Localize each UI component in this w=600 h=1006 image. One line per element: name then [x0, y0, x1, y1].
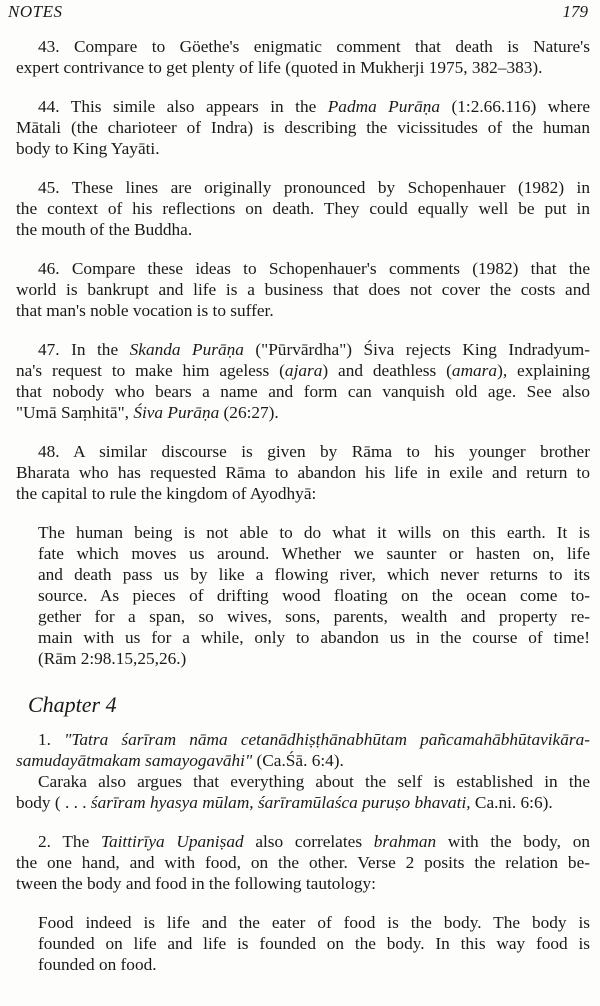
text: (1:2.66.116) where	[440, 97, 590, 116]
text-line	[16, 792, 590, 813]
text: ) and deathless (	[322, 361, 452, 380]
text-line	[16, 279, 590, 300]
text: the mouth of the Buddha.	[16, 220, 193, 239]
text-line	[16, 402, 590, 423]
note-paragraph	[16, 96, 590, 159]
italic-text: Śiva Purāṇa	[133, 403, 220, 422]
note-paragraph	[16, 729, 590, 771]
note-paragraph	[16, 258, 590, 321]
text: the one hand, and with food, on the other. Verse 2 posits the relation be-	[16, 853, 590, 872]
text-line	[16, 852, 590, 873]
note-paragraph	[16, 177, 590, 240]
text: source. As pieces of drifting wood floating on the ocean come to-	[38, 586, 590, 605]
text: body ( . . .	[16, 793, 91, 812]
italic-text: samudayātmakam samayogavāhi"	[16, 751, 253, 770]
text: founded on life and life is founded on the body. In this way food is	[38, 934, 590, 953]
text: 45. These lines are originally pronounced by Schopenhauer (1982) in	[38, 178, 590, 197]
running-header: NOTES	[8, 2, 63, 21]
text: (Rām 2:98.15,25,26.)	[38, 649, 187, 668]
text-line	[38, 954, 590, 975]
text-line	[16, 117, 590, 138]
text-line	[38, 933, 590, 954]
notes-section-chapter-3	[16, 36, 590, 669]
text: also correlates	[243, 832, 374, 851]
text: and death pass us by like a flowing river, which never returns to its	[38, 565, 590, 584]
text: the capital to rule the kingdom of Ayodhyā:	[16, 484, 317, 503]
text-line	[16, 300, 590, 321]
note-paragraph	[16, 339, 590, 423]
note-paragraph	[16, 771, 590, 813]
text-line	[16, 771, 590, 792]
text-line	[38, 606, 590, 627]
text-line	[16, 873, 590, 894]
page-number: 179	[562, 2, 588, 21]
text-line	[16, 198, 590, 219]
text: ("Pūrvārdha") Śiva rejects King Indradyum-	[243, 340, 591, 359]
notes-body	[16, 36, 590, 975]
chapter-heading: Chapter 4	[28, 692, 117, 717]
italic-text: "Tatra śarīram nāma cetanādhiṣṭhānabhūtam pañcamahābhūtavikāra-	[64, 730, 590, 749]
text: with the body, on	[436, 832, 590, 851]
text: the context of his reflections on death. They could equally well be put in	[16, 199, 590, 218]
text-line	[38, 543, 590, 564]
italic-text: Skanda Purāṇa	[129, 340, 244, 359]
text: gether for a span, so wives, sons, parents, wealth and property re-	[38, 607, 590, 626]
text-line	[16, 36, 590, 57]
italic-text: amara	[451, 361, 498, 380]
text-line	[16, 138, 590, 159]
text-line	[38, 522, 590, 543]
text: body to King Yayāti.	[16, 139, 160, 158]
text-line	[16, 483, 590, 504]
text-line	[16, 258, 590, 279]
text: Bharata who has requested Rāma to abandon his life in exile and return to	[16, 463, 590, 482]
text: that nobody who bears a name and form can vanquish old age. See also	[16, 382, 590, 401]
text-line	[38, 912, 590, 933]
text: The human being is not able to do what it wills on this earth. It is	[38, 523, 590, 542]
note-paragraph	[16, 441, 590, 504]
italic-text: śarīram hyasya mūlam, śarīramūlaśca puruṣo bhavati,	[90, 793, 471, 812]
text: Caraka also argues that everything about the self is established in the	[38, 772, 590, 791]
note-paragraph	[16, 831, 590, 894]
text-line	[38, 648, 590, 669]
text: 2. The	[38, 832, 101, 851]
italic-text: brahman	[373, 832, 437, 851]
text: 46. Compare these ideas to Schopenhauer's comments (1982) that the	[38, 259, 590, 278]
text: "Umā Saṃhitā",	[16, 403, 134, 422]
text: 44. This simile also appears in the	[38, 97, 328, 116]
text: 48. A similar discourse is given by Rāma to his younger brother	[38, 442, 590, 461]
text-line	[16, 750, 590, 771]
text-line	[16, 831, 590, 852]
text: fate which moves us around. Whether we saunter or hasten on, life	[38, 544, 590, 563]
text: world is bankrupt and life is a business that does not cover the costs and	[16, 280, 590, 299]
text: founded on food.	[38, 955, 157, 974]
text: that man's noble vocation is to suffer.	[16, 301, 274, 320]
text: 1.	[38, 730, 65, 749]
text-line	[16, 441, 590, 462]
text-line	[16, 360, 590, 381]
block-quote	[38, 912, 590, 975]
text: (Ca.Śā. 6:4).	[252, 751, 344, 770]
italic-text: ajara	[284, 361, 323, 380]
text: (26:27).	[219, 403, 279, 422]
text: Food indeed is life and the eater of food is the body. The body is	[38, 913, 590, 932]
text: ), explaining	[497, 361, 590, 380]
text-line	[38, 564, 590, 585]
text: Mātali (the charioteer of Indra) is describing the vicissitudes of the human	[16, 118, 590, 137]
text: na's request to make him ageless (	[16, 361, 285, 380]
text-line	[16, 57, 590, 78]
text-line	[38, 627, 590, 648]
text: 43. Compare to Göethe's enigmatic comment that death is Nature's	[38, 37, 590, 56]
notes-section-chapter-4	[16, 729, 590, 975]
text-line	[16, 381, 590, 402]
text-line	[16, 177, 590, 198]
text: tween the body and food in the following tautology:	[16, 874, 376, 893]
text-line	[16, 339, 590, 360]
italic-text: Taittirīya Upaniṣad	[100, 832, 244, 851]
text-line	[16, 462, 590, 483]
text-line	[38, 585, 590, 606]
text-line	[16, 219, 590, 240]
block-quote	[38, 522, 590, 669]
text-line	[16, 96, 590, 117]
text: main with us for a while, only to abandon us in the course of time!	[38, 628, 590, 647]
italic-text: Padma Purāṇa	[327, 97, 441, 116]
text-line	[16, 729, 590, 750]
note-paragraph	[16, 36, 590, 78]
text: Ca.ni. 6:6).	[470, 793, 553, 812]
text: expert contrivance to get plenty of life (quoted in Mukherji 1975, 382–383).	[16, 58, 543, 77]
text: 47. In the	[38, 340, 130, 359]
